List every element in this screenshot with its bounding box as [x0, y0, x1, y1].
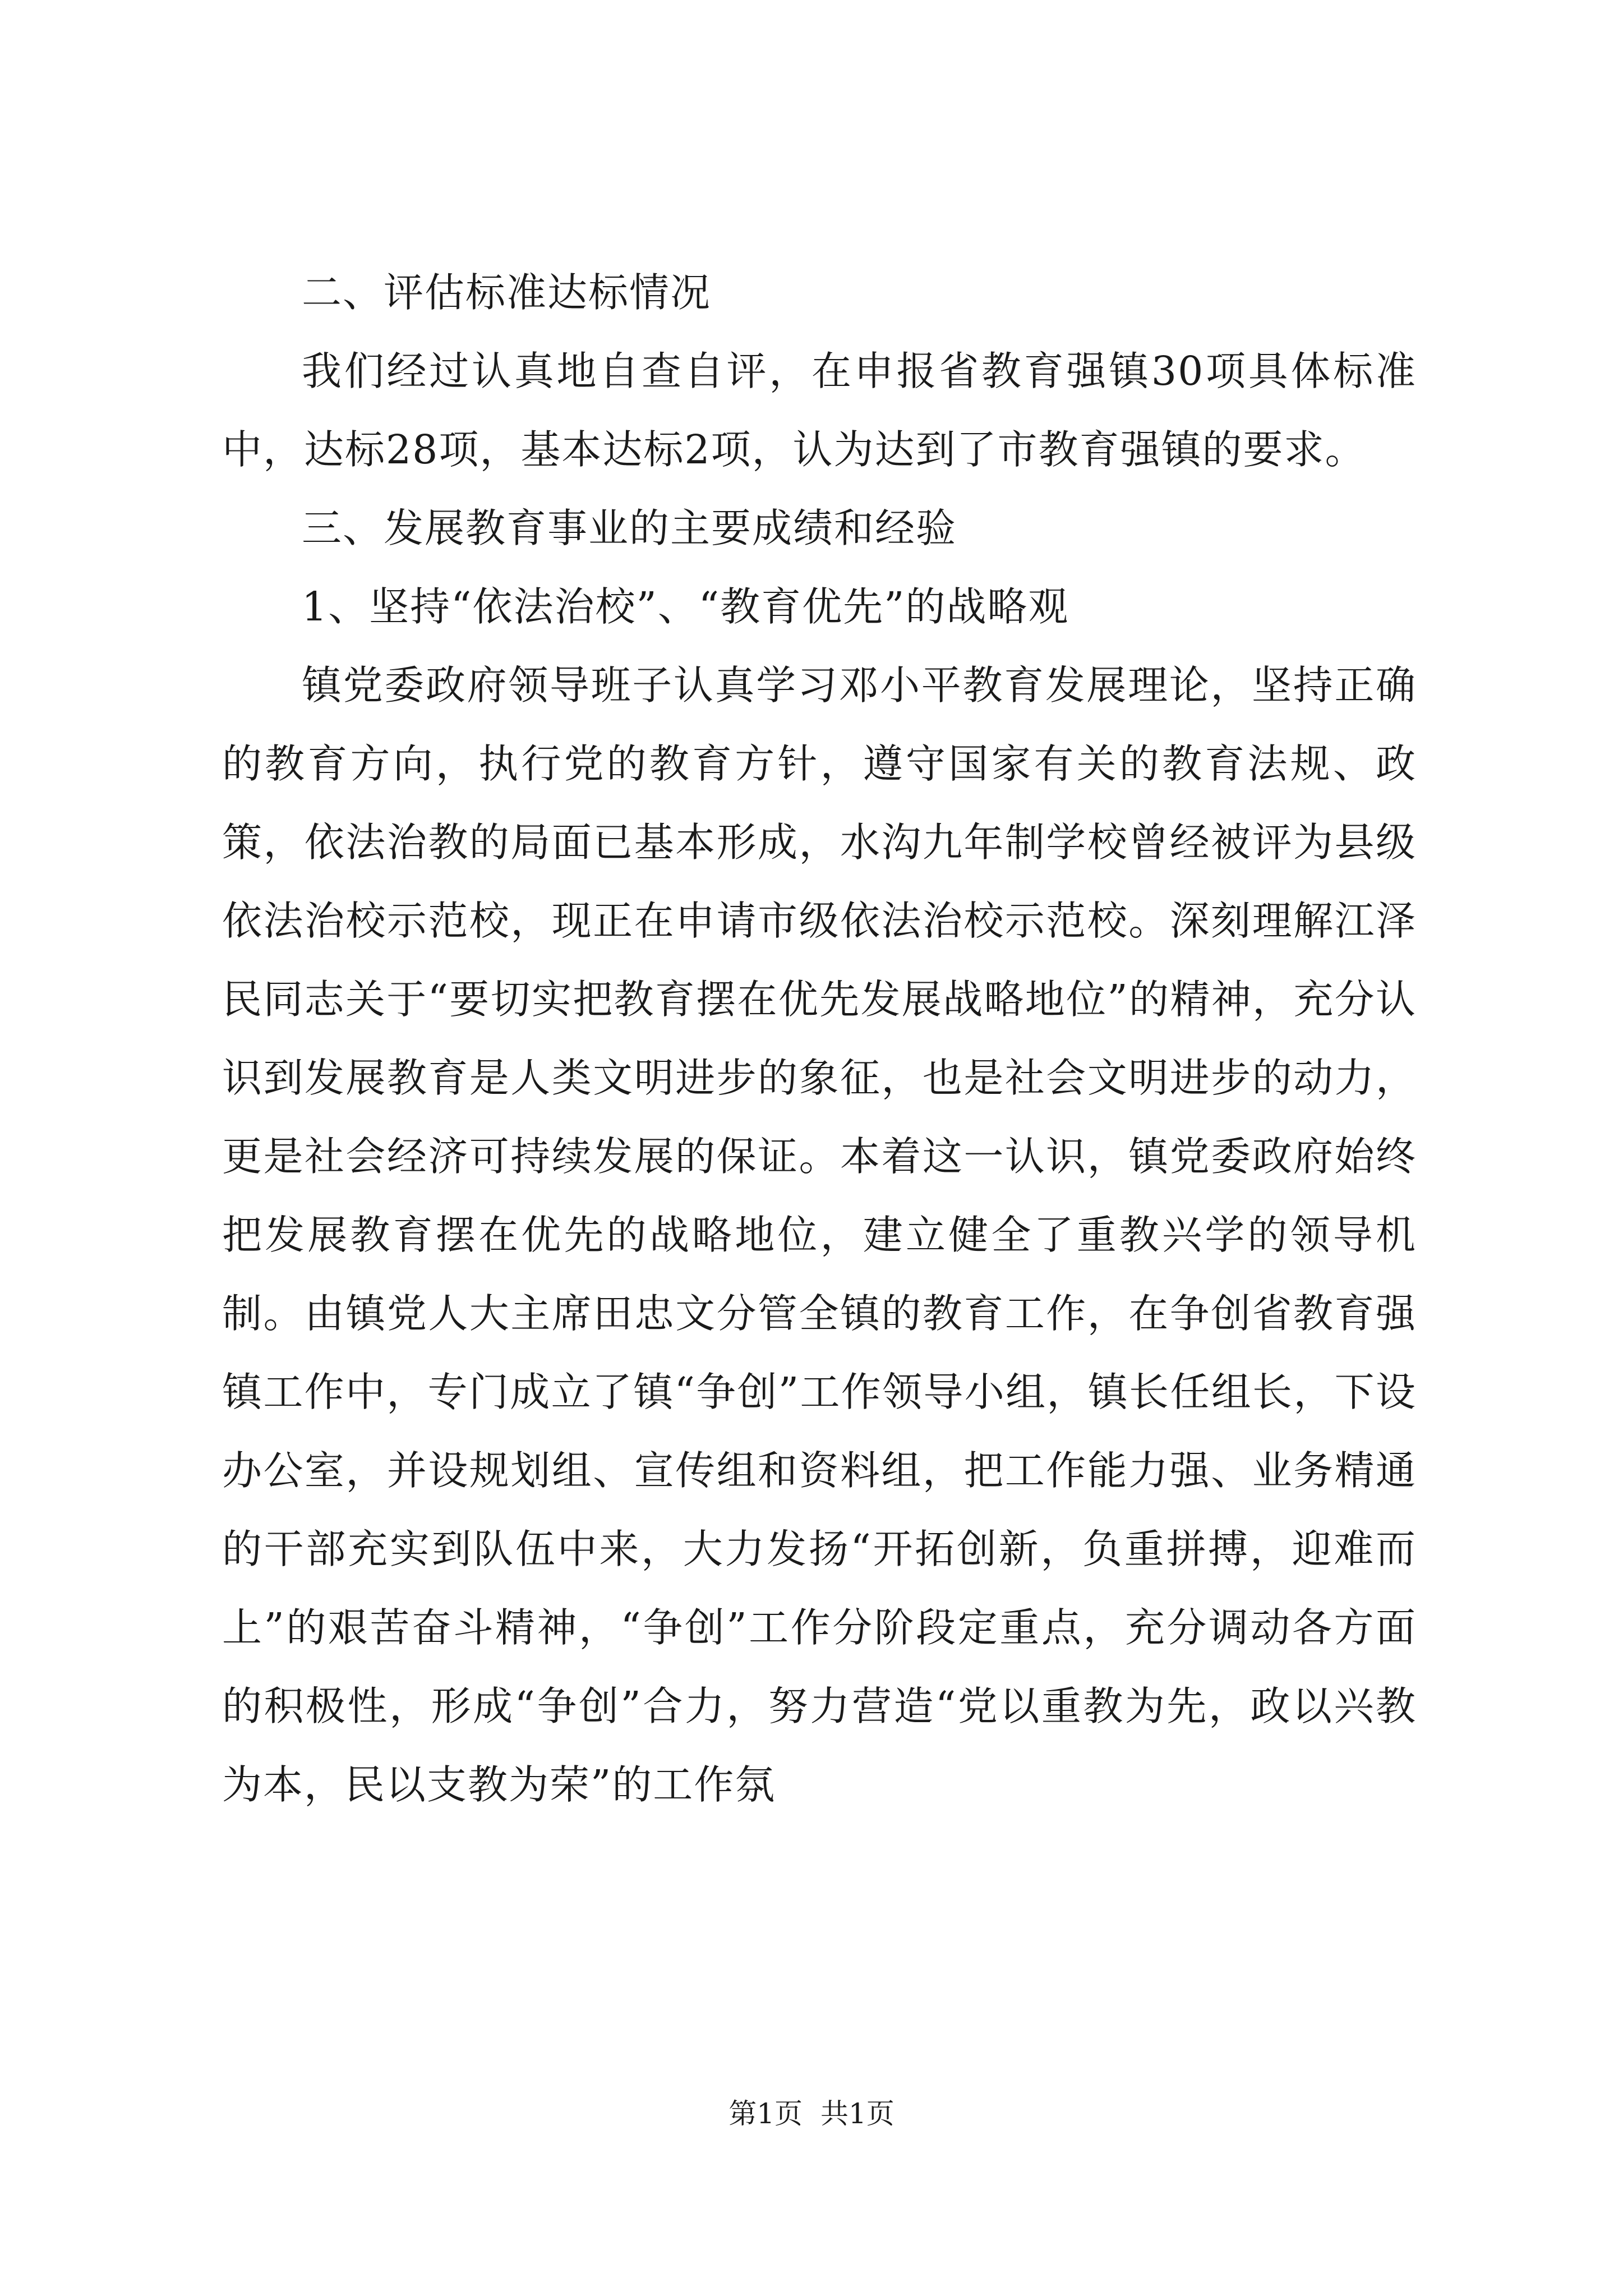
- subsection1-heading: 1、坚持“依法治校”、“教育优先”的战略观: [302, 583, 1069, 630]
- page-footer: [0, 2097, 1623, 2131]
- subsection1-paragraph: 镇党委政府领导班子认真学习邓小平教育发展理论，坚持正确的教育方向，执行党的教育方针，遵守国家有关的教育法规、政策，依法治教的局面已基本形成，水沟九年制学校曾经被评为县级依法治校示范校，现正在申请市级依法治校示范校。深刻理解江泽民同志关于“要切实把教育摆在优先发展战略地位”的精神，充分认识到发展教育是人类文明进步的象征，也是社会文明进步的动力，更是社会经济可持续发展的保证。本着这一认识，镇党委政府始终把发展教育摆在优先的战略地位，建立健全了重教兴学的领导机制。由镇党人大主席田忠文分管全镇的教育工作，在争创省教育强镇工作中，专门成立了镇“争创”工作领导小组，镇长任组长，下设办公室，并设规划组、宣传组和资料组，把工作能力强、业务精通的干部充实到队伍中来，大力发扬“开拓创新，负重拼搏，迎难而上”的艰苦奋斗精神，“争创”工作分阶段定重点，充分调动各方面的积极性，形成“争创”合力，努力营造“党以重教为先，政以兴教为本，民以支教为荣”的工作氛: [222, 662, 1417, 1808]
- page-total: 共1页: [820, 2097, 895, 2130]
- section3-heading: 三、发展教育事业的主要成绩和经验: [302, 505, 957, 551]
- document-body: [222, 254, 1417, 1824]
- section2-heading: 二、评估标准达标情况: [302, 269, 712, 316]
- section2-paragraph: 我们经过认真地自查自评，在申报省教育强镇30项具体标准中，达标28项，基本达标2项，认为达到了市教育强镇的要求。: [222, 348, 1417, 473]
- page-number: 第1页: [728, 2097, 803, 2130]
